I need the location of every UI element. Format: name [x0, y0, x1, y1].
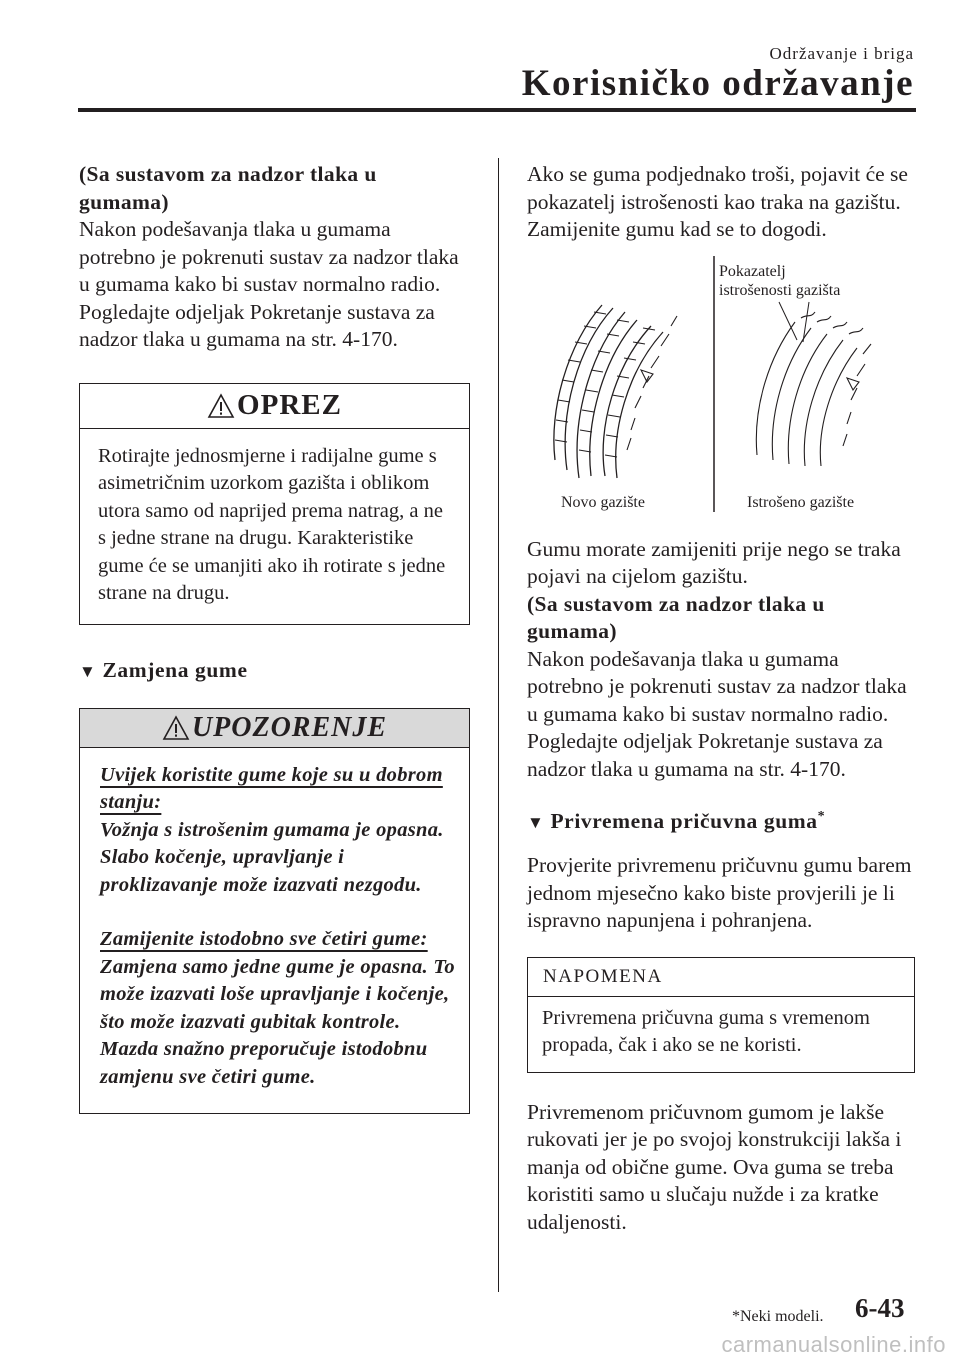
warning-box	[79, 708, 470, 1115]
right-column	[527, 161, 919, 1236]
new-tread-label: Novo gazište	[561, 493, 645, 511]
indicator-label-line-2: istrošenosti gazišta	[719, 281, 841, 299]
tpms-text: Nakon podešavanja tlaka u gumama potrebno je pokrenuti sustav za nadzor tlaka u gumama kako bi sustav normalno radio.	[79, 217, 459, 296]
triangle-down-icon: ▼	[79, 661, 97, 681]
warning-triangle-icon	[162, 715, 190, 741]
warning-body	[80, 748, 469, 1114]
replace-tire-heading	[79, 658, 471, 683]
warning-text-2: Zamjena samo jedne gume je opasna. To može izazvati loše upravljanje i kočenje, što može izazvati gubitak kontrole. Mazda snažno preporučuje istodobnu zamjenu sve četiri gume.	[100, 955, 455, 1088]
section-label: Održavanje i briga	[769, 44, 914, 63]
left-column	[79, 161, 471, 1114]
tpms-heading: (Sa sustavom za nadzor tlaka u gumama)	[79, 162, 377, 214]
warning-subheading-2: Zamijenite istodobno sve četiri gume:	[100, 928, 428, 950]
indicator-label-line-1: Pokazatelj	[719, 262, 786, 280]
warning-subheading-1: Uvijek koristite gume koje su u dobrom stanju:	[100, 763, 443, 813]
caution-body	[80, 429, 469, 624]
caution-title: OPREZ	[237, 389, 342, 421]
note-text: Privremena pričuvna guma s vremenom propada, čak i ako se ne koristi.	[542, 1006, 870, 1057]
spare-tire-heading-text: Privremena pričuvna guma	[550, 809, 818, 834]
spare-check-text: Provjerite privremenu pričuvnu gumu barem jednom mjesečno kako biste provjerili je li ispravno napunjena i pohranjena.	[527, 853, 912, 933]
wear-text: Ako se guma podjednako troši, pojavit će se pokazatelj istrošenosti kao traka na gazištu.	[527, 162, 908, 214]
column-divider	[498, 158, 499, 1292]
tpms-text-right: Nakon podešavanja tlaka u gumama potrebno je pokrenuti sustav za nadzor tlaka u gumama kako bi sustav normalno radio.	[527, 646, 907, 726]
tpms-heading-right: (Sa sustavom za nadzor tlaka u gumama)	[527, 591, 825, 643]
tpms-reference-right: Pogledajte odjeljak Pokretanje sustava za nadzor tlaka u gumama na str. 4-170.	[527, 729, 883, 781]
note-header	[528, 958, 914, 997]
tpms-reference: Pogledajte odjeljak Pokretanje sustava za nadzor tlaka u gumama na str. 4-170.	[79, 299, 435, 351]
section-title: Korisničko održavanje	[521, 63, 914, 104]
warning-text-1: Vožnja s istrošenim gumama je opasna. Slabo kočenje, upravljanje i proklizavanje može izazvati nezgodu.	[100, 818, 444, 896]
spare-tire-heading	[527, 809, 919, 834]
replace-tire-heading-text: Zamjena gume	[102, 657, 248, 682]
footnote-asterisk: *	[817, 809, 826, 824]
note-box	[527, 957, 915, 1073]
watermark: carmanualsonline.info	[721, 1332, 946, 1357]
note-title: NAPOMENA	[543, 965, 663, 987]
caution-text: Rotirajte jednosmjerne i radijalne gume s asimetričnim uzorkom gazišta i oblikom utora samo od naprijed prema natrag, a ne s jedne strane na drugu. Karakteristike gume će se umanjiti ako ih rotirate s jedne strane na drugu.	[98, 444, 446, 604]
caution-box	[79, 383, 470, 625]
spare-handling-text: Privremenom pričuvnom gumom je lakše rukovati jer je po svojoj konstrukciji lakša i manja od obične gume. Ova guma se treba koristiti samo u slučaju nužde i za kratke udaljenosti.	[527, 1099, 902, 1234]
note-body	[528, 997, 914, 1072]
warning-header	[80, 709, 469, 748]
header-rule	[78, 108, 916, 112]
caution-header	[80, 384, 469, 429]
replace-before-text: Gumu morate zamijeniti prije nego se traka pojavi na cijelom gazištu.	[527, 536, 901, 588]
worn-tread-label: Istrošeno gazište	[747, 493, 855, 511]
footnote: *Neki modeli.	[732, 1308, 824, 1325]
replace-text: Zamijenite gumu kad se to dogodi.	[527, 217, 827, 241]
warning-triangle-icon	[207, 393, 235, 419]
warning-title: UPOZORENJE	[191, 711, 388, 743]
page-number: 6-43	[855, 1293, 905, 1323]
triangle-down-icon: ▼	[527, 813, 545, 833]
tread-wear-figure	[527, 250, 919, 512]
